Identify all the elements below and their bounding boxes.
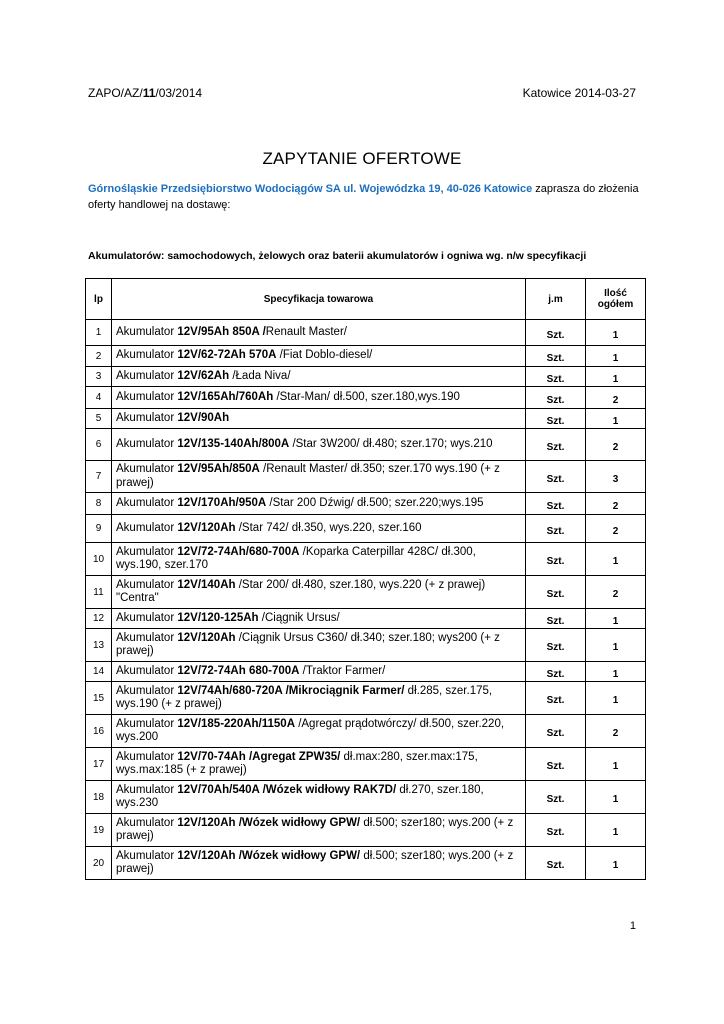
table-row bbox=[86, 346, 646, 367]
header-qty: Ilość ogółem bbox=[586, 279, 646, 320]
specification-table bbox=[85, 278, 646, 880]
row-lp: 19 bbox=[86, 814, 112, 847]
row-lp: 5 bbox=[86, 409, 112, 429]
header-spec: Specyfikacja towarowa bbox=[112, 279, 526, 320]
row-specification: Akumulator 12V/72-74Ah/680-700A /Koparka Caterpillar 428C/ dł.300, wys.190, szer.170 bbox=[112, 543, 526, 576]
row-unit: Szt. bbox=[526, 367, 586, 387]
row-unit: Szt. bbox=[526, 493, 586, 515]
table-row bbox=[86, 609, 646, 629]
row-quantity: 2 bbox=[586, 576, 646, 609]
row-specification: Akumulator 12V/165Ah/760Ah /Star-Man/ dł.500, szer.180,wys.190 bbox=[112, 387, 526, 409]
row-unit: Szt. bbox=[526, 346, 586, 367]
row-quantity: 1 bbox=[586, 346, 646, 367]
subject-line: Akumulatorów: samochodowych, żelowych oraz baterii akumulatorów i ogniwa wg. n/w specyfikacji bbox=[88, 250, 587, 262]
table-row bbox=[86, 461, 646, 493]
row-specification: Akumulator 12V/170Ah/950A /Star 200 Dźwig/ dł.500; szer.220;wys.195 bbox=[112, 493, 526, 515]
row-lp: 10 bbox=[86, 543, 112, 576]
row-lp: 4 bbox=[86, 387, 112, 409]
table-row bbox=[86, 847, 646, 880]
row-quantity: 1 bbox=[586, 781, 646, 814]
row-specification: Akumulator 12V/120Ah /Wózek widłowy GPW/ dł.500; szer180; wys.200 (+ z prawej) bbox=[112, 814, 526, 847]
row-unit: Szt. bbox=[526, 609, 586, 629]
row-lp: 2 bbox=[86, 346, 112, 367]
row-unit: Szt. bbox=[526, 515, 586, 543]
place-and-date: Katowice 2014-03-27 bbox=[522, 86, 636, 100]
row-quantity: 1 bbox=[586, 682, 646, 715]
table-row bbox=[86, 515, 646, 543]
table-row bbox=[86, 814, 646, 847]
row-specification: Akumulator 12V/120Ah /Ciągnik Ursus C360/ dł.340; szer.180; wys200 (+ z prawej) bbox=[112, 629, 526, 662]
row-unit: Szt. bbox=[526, 576, 586, 609]
row-specification: Akumulator 12V/120Ah /Wózek widłowy GPW/ dł.500; szer180; wys.200 (+ z prawej) bbox=[112, 847, 526, 880]
row-quantity: 1 bbox=[586, 367, 646, 387]
row-quantity: 1 bbox=[586, 409, 646, 429]
row-unit: Szt. bbox=[526, 629, 586, 662]
row-lp: 18 bbox=[86, 781, 112, 814]
row-quantity: 2 bbox=[586, 715, 646, 748]
header-lp: lp bbox=[86, 279, 112, 320]
row-lp: 11 bbox=[86, 576, 112, 609]
row-specification: Akumulator 12V/120-125Ah /Ciągnik Ursus/ bbox=[112, 609, 526, 629]
table-row bbox=[86, 493, 646, 515]
row-lp: 1 bbox=[86, 320, 112, 346]
table-row bbox=[86, 543, 646, 576]
row-unit: Szt. bbox=[526, 781, 586, 814]
row-quantity: 1 bbox=[586, 814, 646, 847]
page-number: 1 bbox=[629, 920, 636, 932]
row-quantity: 1 bbox=[586, 662, 646, 682]
row-quantity: 2 bbox=[586, 493, 646, 515]
table-row bbox=[86, 576, 646, 609]
row-quantity: 2 bbox=[586, 387, 646, 409]
row-specification: Akumulator 12V/72-74Ah 680-700A /Traktor Farmer/ bbox=[112, 662, 526, 682]
row-unit: Szt. bbox=[526, 429, 586, 461]
table-row bbox=[86, 409, 646, 429]
row-lp: 3 bbox=[86, 367, 112, 387]
row-specification: Akumulator 12V/95Ah 850A /Renault Master/ bbox=[112, 320, 526, 346]
row-quantity: 1 bbox=[586, 629, 646, 662]
row-lp: 15 bbox=[86, 682, 112, 715]
row-quantity: 3 bbox=[586, 461, 646, 493]
row-specification: Akumulator 12V/74Ah/680-720A /Mikrociągnik Farmer/ dł.285, szer.175, wys.190 (+ z prawej) bbox=[112, 682, 526, 715]
row-unit: Szt. bbox=[526, 543, 586, 576]
row-unit: Szt. bbox=[526, 682, 586, 715]
reference-number: ZAPO/AZ/11/03/2014 bbox=[88, 86, 203, 100]
table-row bbox=[86, 320, 646, 346]
row-specification: Akumulator 12V/185-220Ah/1150A /Agregat prądotwórczy/ dł.500, szer.220, wys.200 bbox=[112, 715, 526, 748]
table-row bbox=[86, 429, 646, 461]
row-unit: Szt. bbox=[526, 662, 586, 682]
row-quantity: 1 bbox=[586, 320, 646, 346]
row-quantity: 1 bbox=[586, 847, 646, 880]
row-lp: 12 bbox=[86, 609, 112, 629]
table-row bbox=[86, 629, 646, 662]
row-lp: 6 bbox=[86, 429, 112, 461]
row-lp: 8 bbox=[86, 493, 112, 515]
header-jm: j.m bbox=[526, 279, 586, 320]
table-row bbox=[86, 715, 646, 748]
row-unit: Szt. bbox=[526, 320, 586, 346]
row-lp: 20 bbox=[86, 847, 112, 880]
row-lp: 7 bbox=[86, 461, 112, 493]
document-title: ZAPYTANIE OFERTOWE bbox=[262, 149, 462, 168]
row-specification: Akumulator 12V/140Ah /Star 200/ dł.480, szer.180, wys.220 (+ z prawej) "Centra" bbox=[112, 576, 526, 609]
row-lp: 13 bbox=[86, 629, 112, 662]
row-unit: Szt. bbox=[526, 461, 586, 493]
row-unit: Szt. bbox=[526, 748, 586, 781]
row-specification: Akumulator 12V/95Ah/850A /Renault Master/ dł.350; szer.170 wys.190 (+ z prawej) bbox=[112, 461, 526, 493]
row-quantity: 1 bbox=[586, 609, 646, 629]
row-lp: 17 bbox=[86, 748, 112, 781]
row-unit: Szt. bbox=[526, 387, 586, 409]
row-unit: Szt. bbox=[526, 847, 586, 880]
row-quantity: 2 bbox=[586, 429, 646, 461]
table-row bbox=[86, 387, 646, 409]
row-unit: Szt. bbox=[526, 409, 586, 429]
table-row bbox=[86, 662, 646, 682]
table-body bbox=[86, 320, 646, 880]
row-unit: Szt. bbox=[526, 715, 586, 748]
row-specification: Akumulator 12V/135-140Ah/800A /Star 3W200/ dł.480; szer.170; wys.210 bbox=[112, 429, 526, 461]
table-row bbox=[86, 682, 646, 715]
organization-name: Górnośląskie Przedsiębiorstwo Wodociągów SA ul. Wojewódzka 19, 40-026 Katowice bbox=[88, 183, 533, 195]
row-quantity: 1 bbox=[586, 748, 646, 781]
row-specification: Akumulator 12V/62-72Ah 570A /Fiat Doblo-diesel/ bbox=[112, 346, 526, 367]
row-lp: 14 bbox=[86, 662, 112, 682]
row-lp: 9 bbox=[86, 515, 112, 543]
row-specification: Akumulator 12V/120Ah /Star 742/ dł.350, wys.220, szer.160 bbox=[112, 515, 526, 543]
row-specification: Akumulator 12V/70-74Ah /Agregat ZPW35/ dł.max:280, szer.max:175, wys.max:185 (+ z prawej) bbox=[112, 748, 526, 781]
row-specification: Akumulator 12V/62Ah /Łada Niva/ bbox=[112, 367, 526, 387]
row-quantity: 2 bbox=[586, 515, 646, 543]
row-specification: Akumulator 12V/90Ah bbox=[112, 409, 526, 429]
intro-paragraph: Górnośląskie Przedsiębiorstwo Wodociągów SA ul. Wojewódzka 19, 40-026 Katowice zaprasza do złożenia oferty handlowej na dostawę: bbox=[88, 183, 639, 211]
row-quantity: 1 bbox=[586, 543, 646, 576]
table-header-row bbox=[86, 279, 646, 320]
table-row bbox=[86, 367, 646, 387]
row-specification: Akumulator 12V/70Ah/540A /Wózek widłowy RAK7D/ dł.270, szer.180, wys.230 bbox=[112, 781, 526, 814]
table-row bbox=[86, 748, 646, 781]
row-unit: Szt. bbox=[526, 814, 586, 847]
row-lp: 16 bbox=[86, 715, 112, 748]
table-row bbox=[86, 781, 646, 814]
